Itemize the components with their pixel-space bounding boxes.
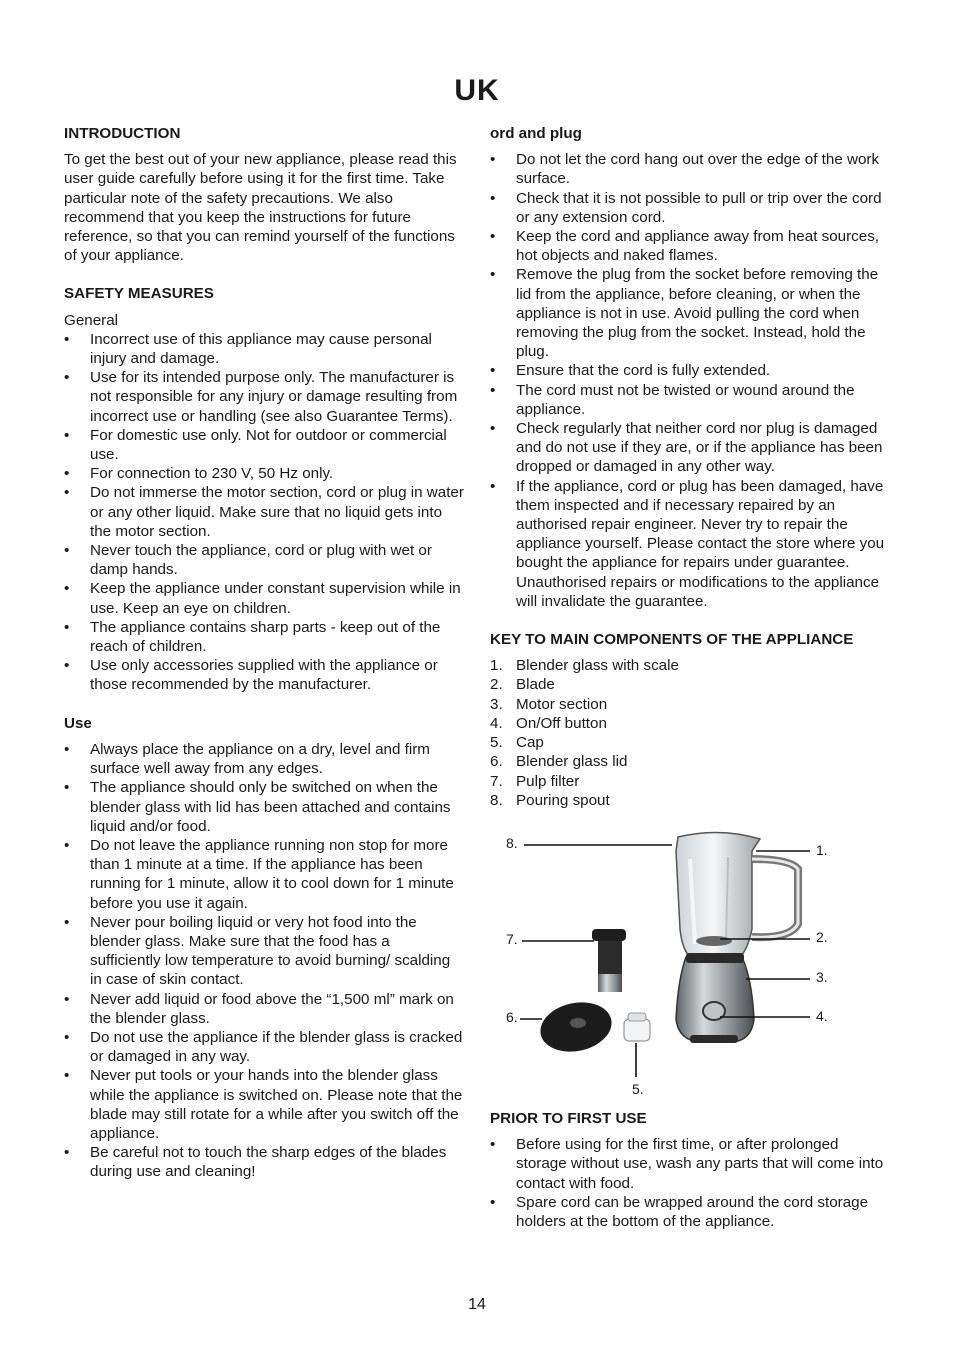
use-heading: Use [64,714,92,732]
list-item: • Spare cord can be wrapped around the cord storage holders at the bottom of the appliance. [490,1193,869,1230]
callout-3: 3. [816,968,828,985]
page-language-title: UK [454,74,500,107]
page-number: 14 [468,1296,486,1313]
list-item: 3. Motor section [490,695,608,713]
right-column [490,124,886,1231]
safety-heading: SAFETY MEASURES [64,285,214,303]
list-item: • Do not leave the appliance running non stop for more than 1 minute at a time. If the appliance has been running for 1 minute, allow it to cool down for 1 minute before you use it again. [64,836,454,912]
list-item: • Ensure that the cord is fully extended. [490,362,771,380]
list-item: • Use for its intended purpose only. The manufacturer is not responsible for any injury or damage resulting from incorrect use or handling (see also Guarantee Terms). [64,369,458,425]
list-item: • Do not immerse the motor section, cord or plug in water or any other liquid. Make sure that no liquid gets into the motor section. [64,484,464,540]
list-item: 4. On/Off button [490,714,607,732]
list-item: 6. Blender glass lid [490,753,628,771]
list-item: • Keep the cord and appliance away from heat sources, hot objects and naked flames. [490,228,880,265]
callout-1: 1. [816,841,828,858]
list-item: • Before using for the first time, or after prolonged storage without use, wash any parts that will come into contact with food. [490,1136,884,1192]
lid-shape [536,996,616,1058]
callout-8: 8. [506,834,518,851]
list-item: • Use only accessories supplied with the appliance or those recommended by the manufacturer. [64,657,438,694]
cap-shape [624,1013,650,1041]
list-item: • Never touch the appliance, cord or plug with wet or damp hands. [64,542,432,579]
list-item: • The cord must not be twisted or wound around the appliance. [490,381,855,418]
list-item: • Never put tools or your hands into the blender glass while the appliance is switched on. Please note that the blade may still rotate for a while after you switch off the appliance. [64,1067,463,1142]
left-column [64,124,464,1182]
list-item: • Do not use the appliance if the blender glass is cracked or damaged in any way. [64,1028,463,1066]
prior-list [490,1135,886,1231]
callout-5: 5. [632,1080,644,1097]
list-item: 1. Blender glass with scale [490,657,679,675]
list-item: • Be careful not to touch the sharp edges of the blades during use and cleaning! [64,1144,447,1181]
list-item: • For connection to 230 V, 50 Hz only. [64,465,334,483]
list-item: • Remove the plug from the socket before removing the lid from the appliance, before cleaning, or when the appliance is not in use. Avoid pulling the cord when removing the plug from the socket. Instead, hold the plug. [490,266,879,361]
callout-2: 2. [816,928,828,945]
list-item: • Check that it is not possible to pull or trip over the cord or any extension cord. [490,189,882,226]
prior-heading: PRIOR TO FIRST USE [490,1109,647,1127]
list-item: 7. Pulp filter [490,772,580,790]
list-item: • Always place the appliance on a dry, level and firm surface well away from any edges. [64,740,430,778]
list-item: 8. Pouring spout [490,791,610,809]
pulp-filter-shape [592,929,626,992]
list-item: • Never pour boiling liquid or very hot food into the blender glass. Make sure that the food has a sufficiently low temperature to avoid burning/ scalding in case of skin contact. [64,913,451,989]
components-heading: KEY TO MAIN COMPONENTS OF THE APPLIANCE [490,631,854,649]
use-list [64,740,464,1182]
list-item: • The appliance contains sharp parts - keep out of the reach of children. [64,618,441,656]
list-item: • If the appliance, cord or plug has been damaged, have them inspected and if necessary repaired by an authorised repair engineer. Never try to repair the appliance yourself. Please contact the store where you bought the appliance for repairs under guarantee. Unauthorised repairs or modifications to the appliance will invalidate the guarantee. [490,477,885,610]
callout-4: 4. [816,1007,828,1024]
cord-list [490,150,886,611]
callout-6: 6. [506,1008,518,1025]
introduction-heading: INTRODUCTION [64,125,181,142]
blender-illustration [490,829,886,1101]
list-item: • Do not let the cord hang out over the edge of the work surface. [490,151,880,188]
cord-heading: ord and plug [490,125,582,142]
general-label: General [64,311,119,329]
list-item: • Incorrect use of this appliance may cause personal injury and damage. [64,330,432,368]
list-item: 5. Cap [490,734,544,752]
motor-base-shape [676,953,754,1043]
list-item: 2. Blade [490,676,555,694]
introduction-text: To get the best out of your new appliance, please read this user guide carefully before using it for the first time. Take particular note of the safety precautions. We also recommend that you keep the instructions for future reference, so that you can remind yourself of the functions of your appliance. [64,151,457,265]
list-item: • Keep the appliance under constant supervision while in use. Keep an eye on children. [64,580,461,617]
components-list [490,656,886,810]
list-item: • For domestic use only. Not for outdoor or commercial use. [64,426,447,464]
blender-diagram [490,829,886,1101]
general-list [64,330,464,695]
list-item: • Check regularly that neither cord nor plug is damaged and do not use if they are, or if the appliance has been dropped or damaged in any other way. [490,420,883,476]
list-item: • The appliance should only be switched on when the blender glass with lid has been attached and contains liquid and/or food. [64,779,451,835]
list-item: • Never add liquid or food above the “1,500 ml” mark on the blender glass. [64,990,454,1027]
callout-7: 7. [506,930,518,947]
